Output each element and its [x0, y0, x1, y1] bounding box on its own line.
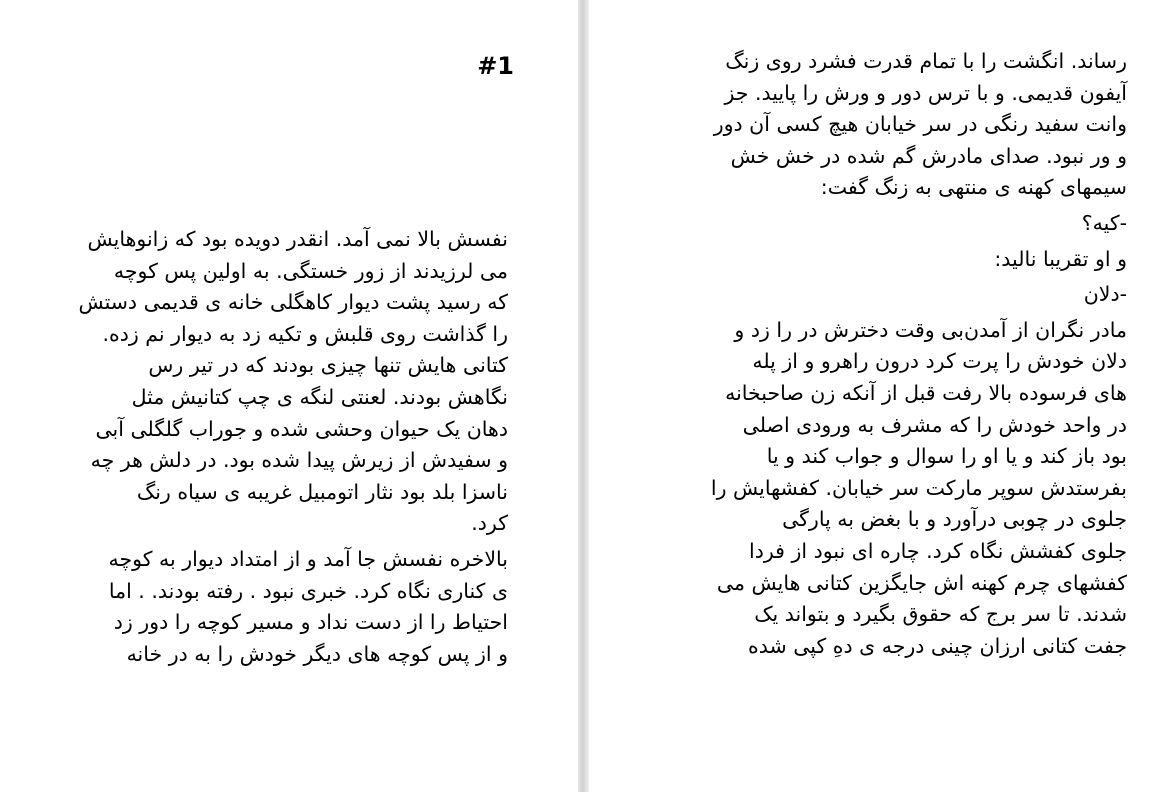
- text-line: احتیاط را از دست نداد و مسیر کوچه را دور زد: [113, 610, 508, 635]
- text-line: جلوی در چوبی درآورد و با بغض به پارگی: [782, 507, 1127, 532]
- text-line: شدند. تا سر برج که حقوق بگیرد و بتواند یک: [754, 602, 1127, 627]
- text-line: که رسید پشت دیوار کاهگلی خانه ی قدیمی دستش: [78, 290, 508, 315]
- paragraph: [665, 244, 1127, 276]
- page-number: #1: [477, 52, 514, 80]
- text-line: کرد.: [471, 511, 508, 536]
- text-line: جلوی کفشش نگاه کرد. چاره ای نبود از فردا: [749, 538, 1127, 563]
- paragraph: [665, 279, 1127, 311]
- text-line: ی کناری نگاه کرد. خبری نبود . رفته بودند. . اما: [108, 578, 508, 603]
- text-line: دلان خودش را پرت کرد درون راهرو و از پله: [752, 349, 1127, 374]
- text-line: نگاهش بودند. لعنتی لنگه ی چپ کتانیش مثل: [131, 384, 508, 409]
- paragraph: [665, 46, 1127, 204]
- right-page: [589, 0, 1171, 792]
- text-line: بالاخره نفسش جا آمد و از امتداد دیوار به کوچه: [108, 546, 508, 571]
- text-line: کتانی هایش تنها چیزی بودند که در تیر رس: [148, 353, 508, 378]
- text-line: می لرزیدند از زور خستگی. به اولین پس کوچه: [113, 258, 508, 283]
- left-page-text: [46, 224, 508, 670]
- text-line: مادر نگران از آمدن‌بی وقت دخترش در را زد و: [734, 317, 1127, 342]
- text-line: در واحد خودش را که مشرف به ورودی اصلی: [742, 412, 1127, 437]
- text-line: بفرستدش سوپر مارکت سر خیابان. کفشهایش را: [710, 475, 1127, 500]
- text-line: آیفون قدیمی. و با ترس دور و ورش را پایید. جز: [724, 80, 1127, 105]
- right-page-text: [665, 46, 1127, 662]
- text-line: -دلان: [1083, 282, 1127, 307]
- text-line: و ور نبود. صدای مادرش گم شده در خش خش: [730, 143, 1127, 168]
- text-line: و او تقریبا نالید:: [994, 246, 1127, 271]
- page-gutter: [578, 0, 589, 792]
- paragraph: [46, 224, 508, 540]
- text-line: وانت سفید رنگی در سر خیابان هیچ کسی آن دور: [713, 112, 1127, 137]
- text-line: و سفیدش از زیرش پیدا شده بود. در دلش هر چه: [90, 448, 508, 473]
- text-line: نفسش بالا نمی آمد. انقدر دویده بود که زانوهایش: [87, 227, 508, 251]
- text-line: و از پس کوچه های دیگر خودش را به در خانه: [126, 641, 508, 666]
- paragraph: [665, 315, 1127, 663]
- text-line: دهان یک حیوان وحشی شده و جوراب گلگلی آبی: [95, 416, 508, 441]
- paragraph: [665, 208, 1127, 240]
- text-line: -کیه؟: [1081, 210, 1127, 235]
- text-line: های فرسوده بالا رفت قبل از آنکه زن صاحبخانه: [725, 380, 1127, 405]
- text-line: سیمهای کهنه ی منتهی به زنگ گفت:: [820, 175, 1127, 200]
- text-line: کفشهای چرم کهنه اش جایگزین کتانی هایش می: [716, 570, 1127, 595]
- text-line: رساند. انگشت را با تمام قدرت فشرد روی زنگ: [725, 49, 1127, 73]
- left-page: [0, 0, 578, 792]
- text-line: جفت کتانی ارزان چینی درجه ی دهِ کپی شده: [748, 633, 1127, 658]
- paragraph: [46, 544, 508, 670]
- text-line: ناسزا بلد بود نثار اتومبیل غریبه ی سیاه رنگ: [136, 479, 508, 504]
- text-line: را گذاشت روی قلبش و تکیه زد به دیوار نم زده.: [102, 321, 508, 346]
- text-line: بود باز کند و یا او را سوال و جواب کند و یا: [766, 444, 1127, 469]
